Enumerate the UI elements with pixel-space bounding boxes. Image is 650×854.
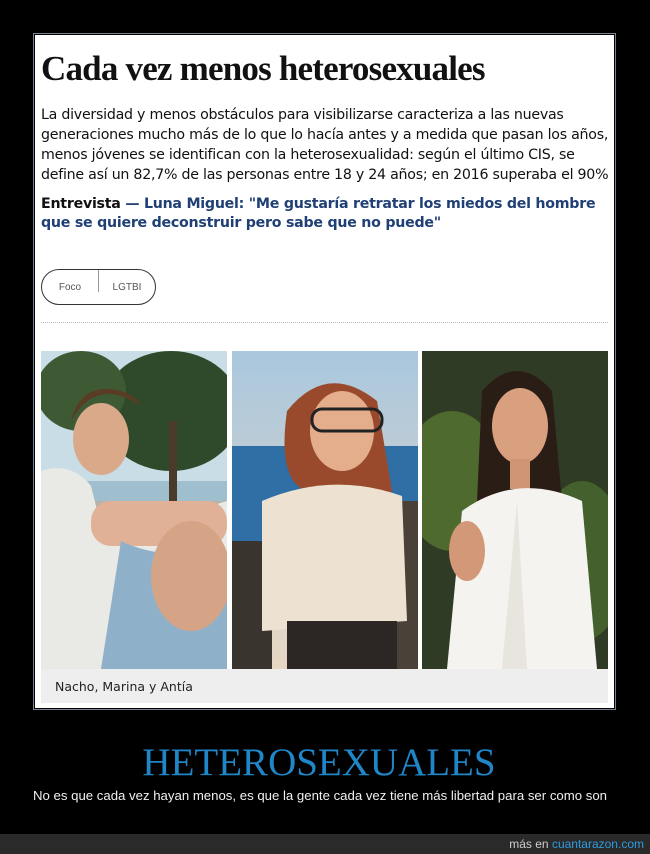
footer-prefix: más en (509, 837, 549, 851)
photo-antia (422, 351, 608, 669)
article-title[interactable]: Cada vez menos heterosexuales (41, 49, 485, 88)
interview-link[interactable]: — Luna Miguel: "Me gustaría retratar los miedos del hombre que se quiere deconstruir pero sabe que no puede" (41, 196, 596, 231)
post-subtitle: No es que cada vez hayan menos, es que la gente cada vez tiene más libertad para ser como son (33, 788, 607, 803)
post-heading[interactable]: HETEROSEXUALES (142, 741, 496, 784)
article-lead: La diversidad y menos obstáculos para visibilizarse caracteriza a las nuevas generaciones mucho más de lo que lo hacía antes y a medida que pasan los años, menos jóvenes se identifican con la heterosexualidad: según el último CIS, se define así un 82,7% de las personas entre 18 y 24 años; en 2016 superaba el 90% (41, 107, 609, 183)
photo-strip (41, 351, 608, 669)
tag-lgtbi[interactable]: LGTBI (112, 281, 142, 293)
article-card (35, 35, 614, 708)
footer-site-link[interactable]: cuantarazon.com (551, 837, 644, 851)
tag-foco[interactable]: Foco (58, 281, 82, 293)
photo-caption-bar (41, 669, 608, 703)
dotted-divider (41, 322, 608, 323)
tag-group (41, 269, 156, 305)
photo-caption: Nacho, Marina y Antía (55, 678, 193, 694)
photo-marina (232, 351, 418, 669)
footer-credit (509, 837, 644, 851)
footer-bar (0, 834, 650, 854)
photo-nacho (41, 351, 227, 669)
interview-kicker: Entrevista (41, 196, 121, 212)
interview-line (41, 195, 601, 233)
